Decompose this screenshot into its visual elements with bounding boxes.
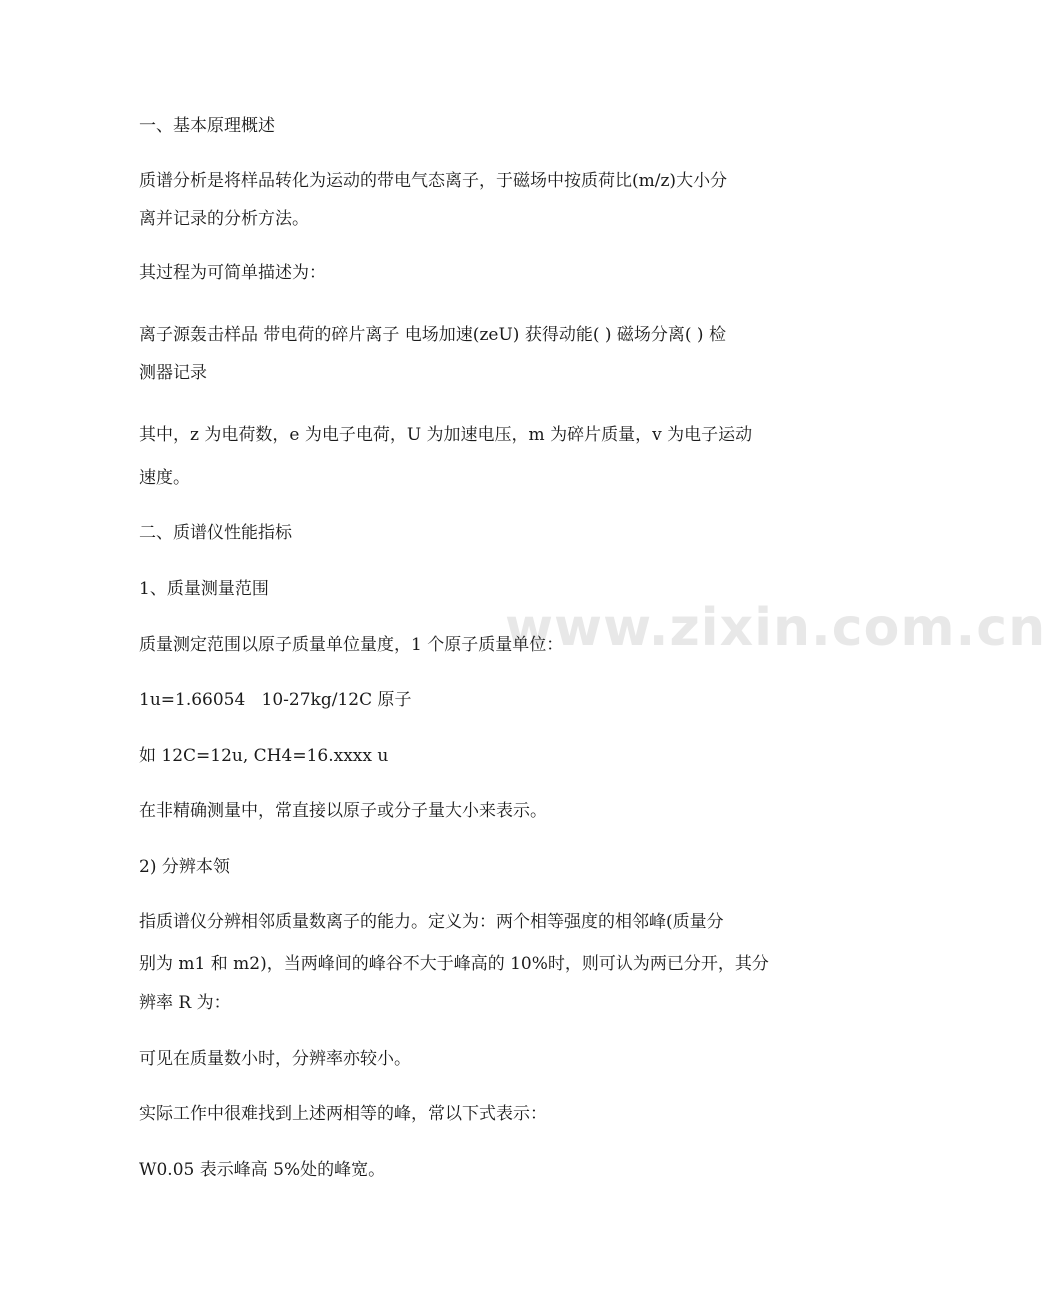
paragraph-line: 质谱分析是将样品转化为运动的带电气态离子，于磁场中按质荷比(m/z)大小分 [139, 171, 728, 191]
paragraph-line: 离子源轰击样品 带电荷的碎片离子 电场加速(zeU) 获得动能( ) 磁场分离( ) 检 [139, 325, 726, 345]
paragraph-line: 如 12C=12u, CH4=16.xxxx u [139, 746, 389, 766]
paragraph-line: 离并记录的分析方法。 [139, 209, 309, 229]
paragraph-line: 其中，z 为电荷数，e 为电子电荷，U 为加速电压，m 为碎片质量，v 为电子运动 [139, 425, 753, 445]
paragraph-line: 速度。 [139, 468, 190, 488]
section-heading-basic-principles: 一、基本原理概述 [139, 116, 275, 136]
paragraph-line: 在非精确测量中，常直接以原子或分子量大小来表示。 [139, 801, 547, 821]
paragraph-line: 实际工作中很难找到上述两相等的峰，常以下式表示： [139, 1104, 547, 1124]
paragraph-line: 1u=1.66054 10-27kg/12C 原子 [139, 690, 412, 710]
subsection-heading-mass-range: 1、质量测量范围 [139, 579, 269, 599]
paragraph-line: 辨率 R 为： [139, 993, 231, 1013]
section-heading-performance: 二、质谱仪性能指标 [139, 523, 292, 543]
paragraph-line: 别为 m1 和 m2)，当两峰间的峰谷不大于峰高的 10%时，则可认为两已分开，其分 [139, 954, 769, 974]
paragraph-line: 可见在质量数小时，分辨率亦较小。 [139, 1049, 411, 1069]
paragraph-line: 其过程为可简单描述为： [139, 263, 326, 283]
paragraph-line: W0.05 表示峰高 5%处的峰宽。 [139, 1160, 386, 1180]
paragraph-line: 指质谱仪分辨相邻质量数离子的能力。定义为：两个相等强度的相邻峰(质量分 [139, 912, 724, 932]
paragraph-line: 质量测定范围以原子质量单位量度，1 个原子质量单位： [139, 635, 564, 655]
watermark: www.zixin.com.cn [505, 598, 1046, 658]
subsection-heading-resolution: 2) 分辨本领 [139, 857, 230, 877]
paragraph-line: 测器记录 [139, 363, 207, 383]
